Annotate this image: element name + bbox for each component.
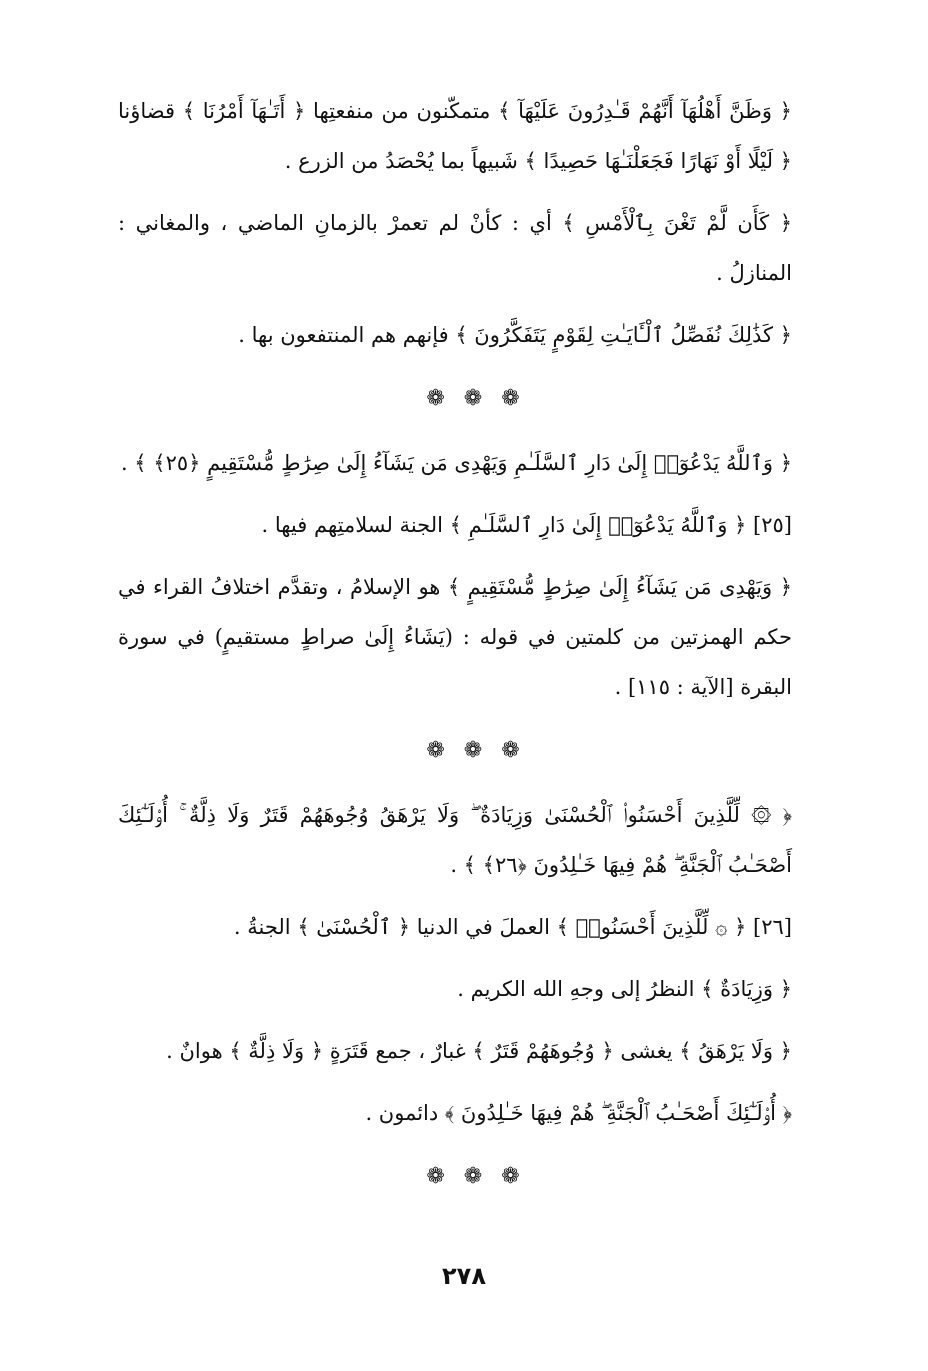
section-separator: ❁ ❁ ❁ <box>426 738 526 763</box>
quran-verse: ﴿ ۞ لِّلَّذِينَ أَحْسَنُوا۟ ٱلْحُسْنَىٰ وَزِيَادَةٌ ۖ وَلَا يَرْهَقُ وُجُوهَهُمْ قَتَرٌ وَلَا ذِلَّةٌ ۚ أُو۟لَـٰٓئِكَ أَصْحَـٰبُ ٱلْجَنَّةِ ۖ هُمْ فِيهَا خَـٰلِدُونَ ﴿٢٦﴾ ﴾ . <box>118 803 792 877</box>
commentary-paragraph: ﴿ كَأَن لَّمْ تَغْنَ بِٱلْأَمْسِ ﴾ أي : كأنْ لم تعمرْ بالزمانِ الماضي ، والمغاني : المنازلُ . <box>118 211 792 285</box>
section-separator: ❁ ❁ ❁ <box>426 1164 526 1189</box>
page-body <box>118 86 834 1216</box>
quran-verse: ﴿ وَٱللَّهُ يَدْعُوٓا۟ إِلَىٰ دَارِ ٱلسَّلَـٰمِ وَيَهْدِى مَن يَشَآءُ إِلَىٰ صِرَٰطٍ مُّسْتَقِيمٍ ﴿٢٥﴾ ﴾ . <box>120 451 792 475</box>
commentary-paragraph: [٢٦] ﴿ ۞ لِّلَّذِينَ أَحْسَنُوا۟ ﴾ العملَ في الدنيا ﴿ ٱلْحُسْنَىٰ ﴾ الجنةُ . <box>233 915 792 939</box>
commentary-paragraph: ﴿ وَظَنَّ أَهْلُهَآ أَنَّهُمْ قَـٰدِرُونَ عَلَيْهَآ ﴾ متمكّنون من منفعتِها ﴿ أَتَـٰهَآ أَمْرُنَا ﴾ قضاؤنا ﴿ لَيْلًا أَوْ نَهَارًا فَجَعَلْنَـٰهَا حَصِيدًا ﴾ شَبيهاً بما يُحْصَدُ من الزرع . <box>118 99 792 173</box>
commentary-paragraph: ﴿ وَزِيَادَةٌ ﴾ النظرُ إلى وجهِ الله الكريم . <box>457 977 792 1001</box>
commentary-paragraph: ﴿ وَيَهْدِى مَن يَشَآءُ إِلَىٰ صِرَٰطٍ مُّسْتَقِيمٍ ﴾ هو الإسلامُ ، وتقدَّم اختلافُ القراء في حكم الهمزتين من كلمتين في قوله : (يَشَاءُ إِلَىٰ صراطٍ مستقيمٍ) في سورة البقرة [الآية : ١١٥] . <box>118 575 792 699</box>
commentary-paragraph: ﴿ وَلَا يَرْهَقُ ﴾ يغشى ﴿ وُجُوهَهُمْ قَتَرٌ ﴾ غبارٌ ، جمع قَتَرَةٍ ﴿ وَلَا ذِلَّةٌ ﴾ هوانٌ . <box>166 1039 792 1063</box>
commentary-paragraph: ﴿ أُو۟لَـٰٓئِكَ أَصْحَـٰبُ ٱلْجَنَّةِ ۖ هُمْ فِيهَا خَـٰلِدُونَ ﴾ دائمون . <box>365 1101 792 1125</box>
page-number: ٢٧٨ <box>442 1262 486 1290</box>
section-separator: ❁ ❁ ❁ <box>426 386 526 411</box>
commentary-paragraph: [٢٥] ﴿ وَٱللَّهُ يَدْعُوٓا۟ إِلَىٰ دَارِ ٱلسَّلَـٰمِ ﴾ الجنة لسلامتِهم فيها . <box>261 513 792 537</box>
commentary-paragraph: ﴿ كَذَٰلِكَ نُفَصِّلُ ٱلْـَٔايَـٰتِ لِقَوْمٍ يَتَفَكَّرُونَ ﴾ فإنهم هم المنتفعون بها . <box>238 323 792 347</box>
